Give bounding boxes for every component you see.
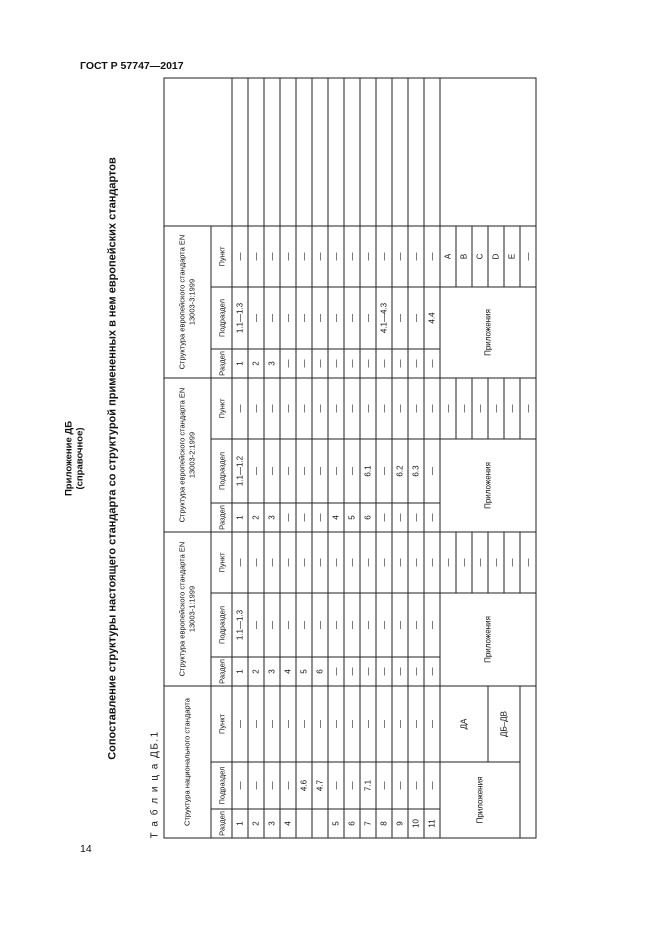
- cell: —: [296, 593, 312, 657]
- cell: —: [376, 226, 392, 287]
- table-row: [424, 78, 440, 838]
- cell: 3: [264, 657, 280, 686]
- table-row: [376, 78, 392, 838]
- cell: 7: [360, 809, 376, 838]
- cell: —: [328, 439, 344, 503]
- cell: —: [328, 593, 344, 657]
- cell: 5: [328, 809, 344, 838]
- cell: —: [408, 226, 424, 287]
- cell: —: [376, 762, 392, 809]
- cell: [392, 78, 408, 226]
- cell: —: [344, 349, 360, 378]
- cell: —: [232, 226, 248, 287]
- cell: —: [392, 762, 408, 809]
- cell: 6: [360, 503, 376, 532]
- cell: —: [376, 593, 392, 657]
- table-row: [248, 78, 264, 838]
- cell: —: [280, 532, 296, 593]
- table-row: [344, 78, 360, 838]
- cell: —: [264, 378, 280, 439]
- cell: —: [392, 686, 408, 762]
- cell: 2: [248, 809, 264, 838]
- cell: —: [328, 349, 344, 378]
- cell: —: [424, 593, 440, 657]
- en1-appendices: Приложения: [440, 593, 536, 686]
- cell: —: [328, 287, 344, 349]
- cell: —: [408, 378, 424, 439]
- cell: —: [424, 226, 440, 287]
- cell: [312, 78, 328, 226]
- cell: 5: [296, 657, 312, 686]
- cell: 2: [248, 349, 264, 378]
- cell: [264, 78, 280, 226]
- appendix-title: Приложение ДБ: [63, 420, 75, 497]
- cell: 3: [264, 809, 280, 838]
- cell: 6: [344, 809, 360, 838]
- col-punkt: Пункт: [211, 532, 232, 593]
- cell: [520, 686, 536, 838]
- cell: —: [408, 287, 424, 349]
- cell: A: [440, 226, 456, 287]
- col-punkt: Пункт: [211, 686, 232, 762]
- cell: 1.1—1.2: [232, 439, 248, 503]
- cell: —: [232, 686, 248, 762]
- cell: 1: [232, 657, 248, 686]
- cell: —: [264, 762, 280, 809]
- col-razdel: Раздел: [211, 809, 232, 838]
- page-number: 14: [80, 843, 92, 855]
- cell: —: [344, 593, 360, 657]
- cell: —: [280, 287, 296, 349]
- col-podrazdel: Подраздел: [211, 593, 232, 657]
- cell: —: [264, 686, 280, 762]
- cell: —: [424, 378, 440, 439]
- col-punkt: Пункт: [211, 378, 232, 439]
- cell: —: [280, 439, 296, 503]
- cell: —: [392, 657, 408, 686]
- table-row: [328, 78, 344, 838]
- cell: —: [392, 378, 408, 439]
- cell: —: [312, 593, 328, 657]
- cell: 4.6: [296, 762, 312, 809]
- cell: —: [440, 378, 456, 439]
- col-razdel: Раздел: [211, 503, 232, 532]
- cell: [360, 78, 376, 226]
- cell: —: [360, 686, 376, 762]
- cell: —: [392, 593, 408, 657]
- cell: —: [360, 349, 376, 378]
- cell: 9: [392, 809, 408, 838]
- cell: —: [280, 503, 296, 532]
- col-razdel: Раздел: [211, 349, 232, 378]
- cell: —: [504, 532, 520, 593]
- cell: 1: [232, 349, 248, 378]
- cell: —: [424, 439, 440, 503]
- table-heading: Сопоставление структуры настоящего стандарта со структурой примененных в нем европейских стандартов: [106, 157, 119, 760]
- cell: —: [312, 686, 328, 762]
- cell: —: [264, 439, 280, 503]
- cell: —: [328, 532, 344, 593]
- cell: —: [248, 378, 264, 439]
- table-row: [296, 78, 312, 838]
- cell: —: [296, 226, 312, 287]
- cell: —: [408, 657, 424, 686]
- cell: 10: [408, 809, 424, 838]
- cell: —: [472, 532, 488, 593]
- table-row: [392, 78, 408, 838]
- cell: —: [328, 378, 344, 439]
- cell: —: [520, 532, 536, 593]
- cell: —: [376, 378, 392, 439]
- cell: —: [376, 349, 392, 378]
- cell: —: [232, 532, 248, 593]
- col-punkt: Пункт: [211, 226, 232, 287]
- cell: —: [456, 378, 472, 439]
- cell: —: [440, 532, 456, 593]
- cell: [232, 78, 248, 226]
- cell: —: [424, 686, 440, 762]
- col-podrazdel: Подраздел: [211, 439, 232, 503]
- cell: —: [280, 686, 296, 762]
- cell: —: [232, 762, 248, 809]
- cell: —: [504, 378, 520, 439]
- table-label: Т а б л и ц а ДБ.1: [149, 730, 161, 839]
- cell: —: [424, 762, 440, 809]
- cell: —: [408, 593, 424, 657]
- cell: —: [248, 287, 264, 349]
- cell: —: [488, 532, 504, 593]
- cell: 11: [424, 809, 440, 838]
- cell: —: [360, 657, 376, 686]
- cell: 4.1—4.3: [376, 287, 392, 349]
- cell: —: [376, 439, 392, 503]
- cell: 6.1: [360, 439, 376, 503]
- table-row: [264, 78, 280, 838]
- document-header: ГОСТ Р 57747—2017: [80, 60, 184, 72]
- cell: —: [360, 532, 376, 593]
- cell: 4: [280, 657, 296, 686]
- appendix-subtitle: (справочное): [74, 427, 86, 490]
- cell: C: [472, 226, 488, 287]
- table-row: [440, 78, 456, 838]
- cell: —: [360, 378, 376, 439]
- national-appendices: Приложения: [440, 762, 520, 838]
- cell: —: [312, 532, 328, 593]
- cell: —: [312, 226, 328, 287]
- cell: 6.2: [392, 439, 408, 503]
- cell: 2: [248, 503, 264, 532]
- cell: —: [376, 686, 392, 762]
- cell: —: [408, 532, 424, 593]
- table-row: [360, 78, 376, 838]
- cell: —: [376, 503, 392, 532]
- cell: —: [248, 762, 264, 809]
- cell: —: [296, 439, 312, 503]
- cell: [328, 78, 344, 226]
- cell: —: [360, 593, 376, 657]
- en3-appendices: Приложения: [440, 287, 536, 378]
- cell: —: [392, 532, 408, 593]
- cell: —: [264, 287, 280, 349]
- cell: —: [328, 762, 344, 809]
- cell: —: [296, 532, 312, 593]
- cell: —: [424, 349, 440, 378]
- group-en1: Структура европейского стандарта EN 13003-1:1999: [164, 532, 211, 686]
- cell: —: [424, 532, 440, 593]
- cell: —: [344, 378, 360, 439]
- cell: —: [360, 287, 376, 349]
- col-podrazdel: Подраздел: [211, 762, 232, 809]
- cell: —: [376, 657, 392, 686]
- group-national: Структура национального стандарта: [164, 686, 211, 838]
- cell: —: [312, 349, 328, 378]
- cell: —: [248, 686, 264, 762]
- cell: —: [296, 349, 312, 378]
- cell: 4.7: [312, 762, 328, 809]
- cell: 1.1—1.3: [232, 287, 248, 349]
- cell: B: [456, 226, 472, 287]
- cell: —: [296, 686, 312, 762]
- cell: —: [488, 378, 504, 439]
- rotated-page-content: [64, 79, 599, 839]
- cell: —: [264, 226, 280, 287]
- cell: [376, 78, 392, 226]
- cell: —: [392, 349, 408, 378]
- cell: 6.3: [408, 439, 424, 503]
- cell: [248, 78, 264, 226]
- cell: 2: [248, 657, 264, 686]
- cell: —: [344, 657, 360, 686]
- cell: [296, 809, 312, 838]
- cell: —: [328, 686, 344, 762]
- cell: —: [344, 532, 360, 593]
- cell: D: [488, 226, 504, 287]
- cell: 1: [232, 809, 248, 838]
- table-row: [408, 78, 424, 838]
- cell: 5: [344, 503, 360, 532]
- cell: 3: [264, 503, 280, 532]
- cell: —: [392, 287, 408, 349]
- cell: [440, 78, 536, 226]
- national-appendix-db-dv: ДБ–ДВ: [488, 686, 520, 762]
- cell: —: [328, 657, 344, 686]
- cell: —: [248, 532, 264, 593]
- cell: E: [504, 226, 520, 287]
- cell: 1.1—1.3: [232, 593, 248, 657]
- cell: [424, 78, 440, 226]
- cell: —: [264, 532, 280, 593]
- group-en2: Структура европейского стандарта EN 13003-2:1999: [164, 378, 211, 532]
- cell: —: [280, 762, 296, 809]
- cell: 1: [232, 503, 248, 532]
- comparison-table: [164, 78, 537, 839]
- group-header-row: [164, 78, 211, 838]
- cell: —: [296, 378, 312, 439]
- table-row: [280, 78, 296, 838]
- col-podrazdel: Подраздел: [211, 287, 232, 349]
- cell: —: [424, 657, 440, 686]
- cell: 4: [328, 503, 344, 532]
- cell: —: [344, 762, 360, 809]
- cell: 6: [312, 657, 328, 686]
- cell: —: [392, 226, 408, 287]
- cell: [280, 78, 296, 226]
- cell: —: [248, 593, 264, 657]
- cell: —: [312, 378, 328, 439]
- group-en3: Структура европейского стандарта EN 13003-3:1999: [164, 226, 211, 378]
- cell: —: [312, 503, 328, 532]
- cell: [296, 78, 312, 226]
- cell: [344, 78, 360, 226]
- col-razdel: Раздел: [211, 657, 232, 686]
- empty-header-cell: [164, 78, 232, 226]
- cell: —: [344, 287, 360, 349]
- cell: —: [328, 226, 344, 287]
- cell: 4: [280, 809, 296, 838]
- cell: —: [456, 532, 472, 593]
- cell: —: [424, 503, 440, 532]
- cell: —: [472, 378, 488, 439]
- cell: —: [408, 349, 424, 378]
- cell: 3: [264, 349, 280, 378]
- cell: —: [408, 686, 424, 762]
- cell: —: [312, 439, 328, 503]
- cell: —: [408, 762, 424, 809]
- cell: —: [296, 287, 312, 349]
- cell: [408, 78, 424, 226]
- table-row: [232, 78, 248, 838]
- cell: —: [280, 593, 296, 657]
- table-row: [312, 78, 328, 838]
- cell: —: [280, 226, 296, 287]
- cell: —: [408, 503, 424, 532]
- cell: [312, 809, 328, 838]
- cell: —: [376, 532, 392, 593]
- cell: —: [312, 287, 328, 349]
- en2-appendices: Приложения: [440, 439, 536, 532]
- cell: —: [344, 686, 360, 762]
- cell: —: [280, 349, 296, 378]
- cell: 4.4: [424, 287, 440, 349]
- cell: —: [520, 378, 536, 439]
- cell: —: [520, 226, 536, 287]
- cell: —: [360, 226, 376, 287]
- cell: —: [344, 226, 360, 287]
- cell: —: [392, 503, 408, 532]
- cell: —: [280, 378, 296, 439]
- cell: —: [248, 226, 264, 287]
- cell: —: [296, 503, 312, 532]
- cell: 7.1: [360, 762, 376, 809]
- national-appendix-da: ДА: [440, 686, 488, 762]
- cell: —: [248, 439, 264, 503]
- cell: 8: [376, 809, 392, 838]
- cell: —: [344, 439, 360, 503]
- cell: —: [264, 593, 280, 657]
- cell: —: [232, 378, 248, 439]
